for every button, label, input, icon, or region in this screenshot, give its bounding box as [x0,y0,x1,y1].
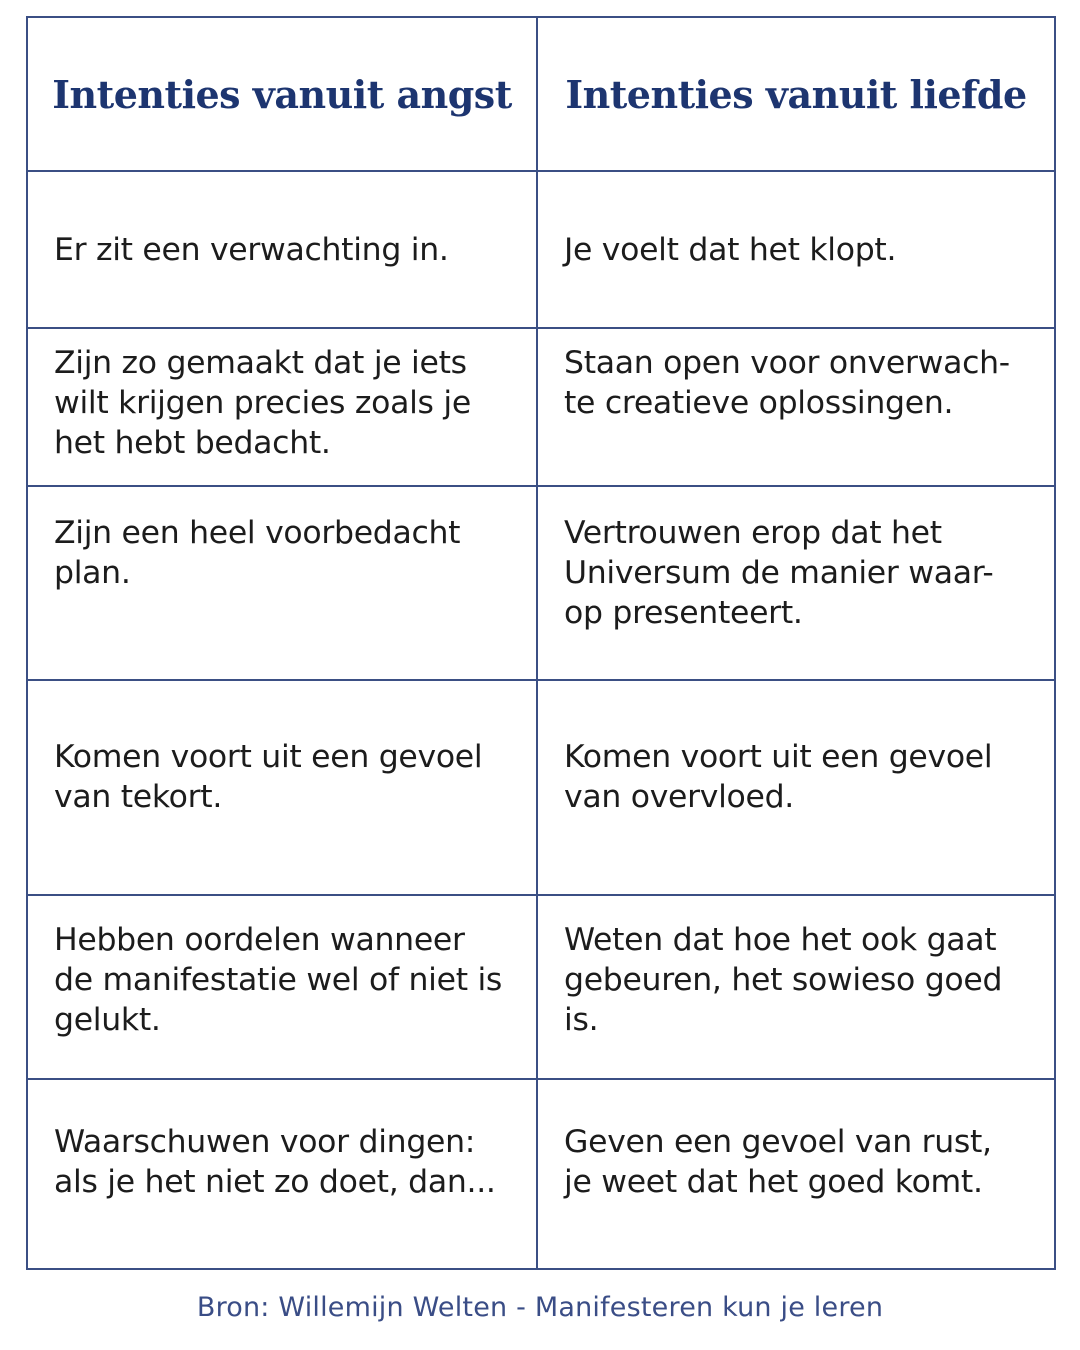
cell-love [537,328,1055,486]
cell-love [537,171,1055,328]
cell-love [537,1079,1055,1269]
cell-fear-text: Zijn zo gemaakt dat je iets wilt krijgen precies zoals je het hebt bedacht. [54,345,471,461]
cell-love-text: Geven een gevoel van rust, je weet dat het goed komt. [564,1124,992,1200]
table-row [27,895,1055,1079]
cell-fear-text: Komen voort uit een gevoel van tekort. [54,739,483,815]
comparison-table [26,16,1056,1270]
table-row [27,1079,1055,1269]
table-row [27,171,1055,328]
cell-fear-text: Hebben oordelen wanneer de manifestatie wel of niet is gelukt. [54,922,503,1038]
cell-fear [27,680,537,895]
cell-love-text: Weten dat hoe het ook gaat gebeuren, het sowieso goed is. [564,922,1003,1038]
cell-fear [27,171,537,328]
header-love: Intenties vanuit liefde [537,17,1055,171]
cell-fear [27,486,537,680]
table-row [27,680,1055,895]
cell-fear-text: Waarschuwen voor dingen: als je het niet zo doet, dan... [54,1124,496,1200]
cell-fear [27,895,537,1079]
cell-fear [27,1079,537,1269]
cell-love-text: Staan open voor onverwach- te creatieve oplossingen. [564,345,1010,421]
cell-love [537,680,1055,895]
cell-fear [27,328,537,486]
cell-love-text: Vertrouwen erop dat het Universum de manier waar- op presenteert. [564,515,994,631]
comparison-table-container [26,16,1054,1270]
cell-fear-text: Zijn een heel voorbedacht plan. [54,515,461,591]
cell-love [537,486,1055,680]
table-row [27,328,1055,486]
cell-love-text: Je voelt dat het klopt. [564,231,897,268]
cell-love-text: Komen voort uit een gevoel van overvloed. [564,739,993,815]
header-fear: Intenties vanuit angst [27,17,537,171]
cell-fear-text: Er zit een verwachting in. [54,231,449,268]
header-row [27,17,1055,171]
cell-love [537,895,1055,1079]
source-credit: Bron: Willemijn Welten - Manifesteren kun je leren [196,1292,884,1323]
table-row [27,486,1055,680]
